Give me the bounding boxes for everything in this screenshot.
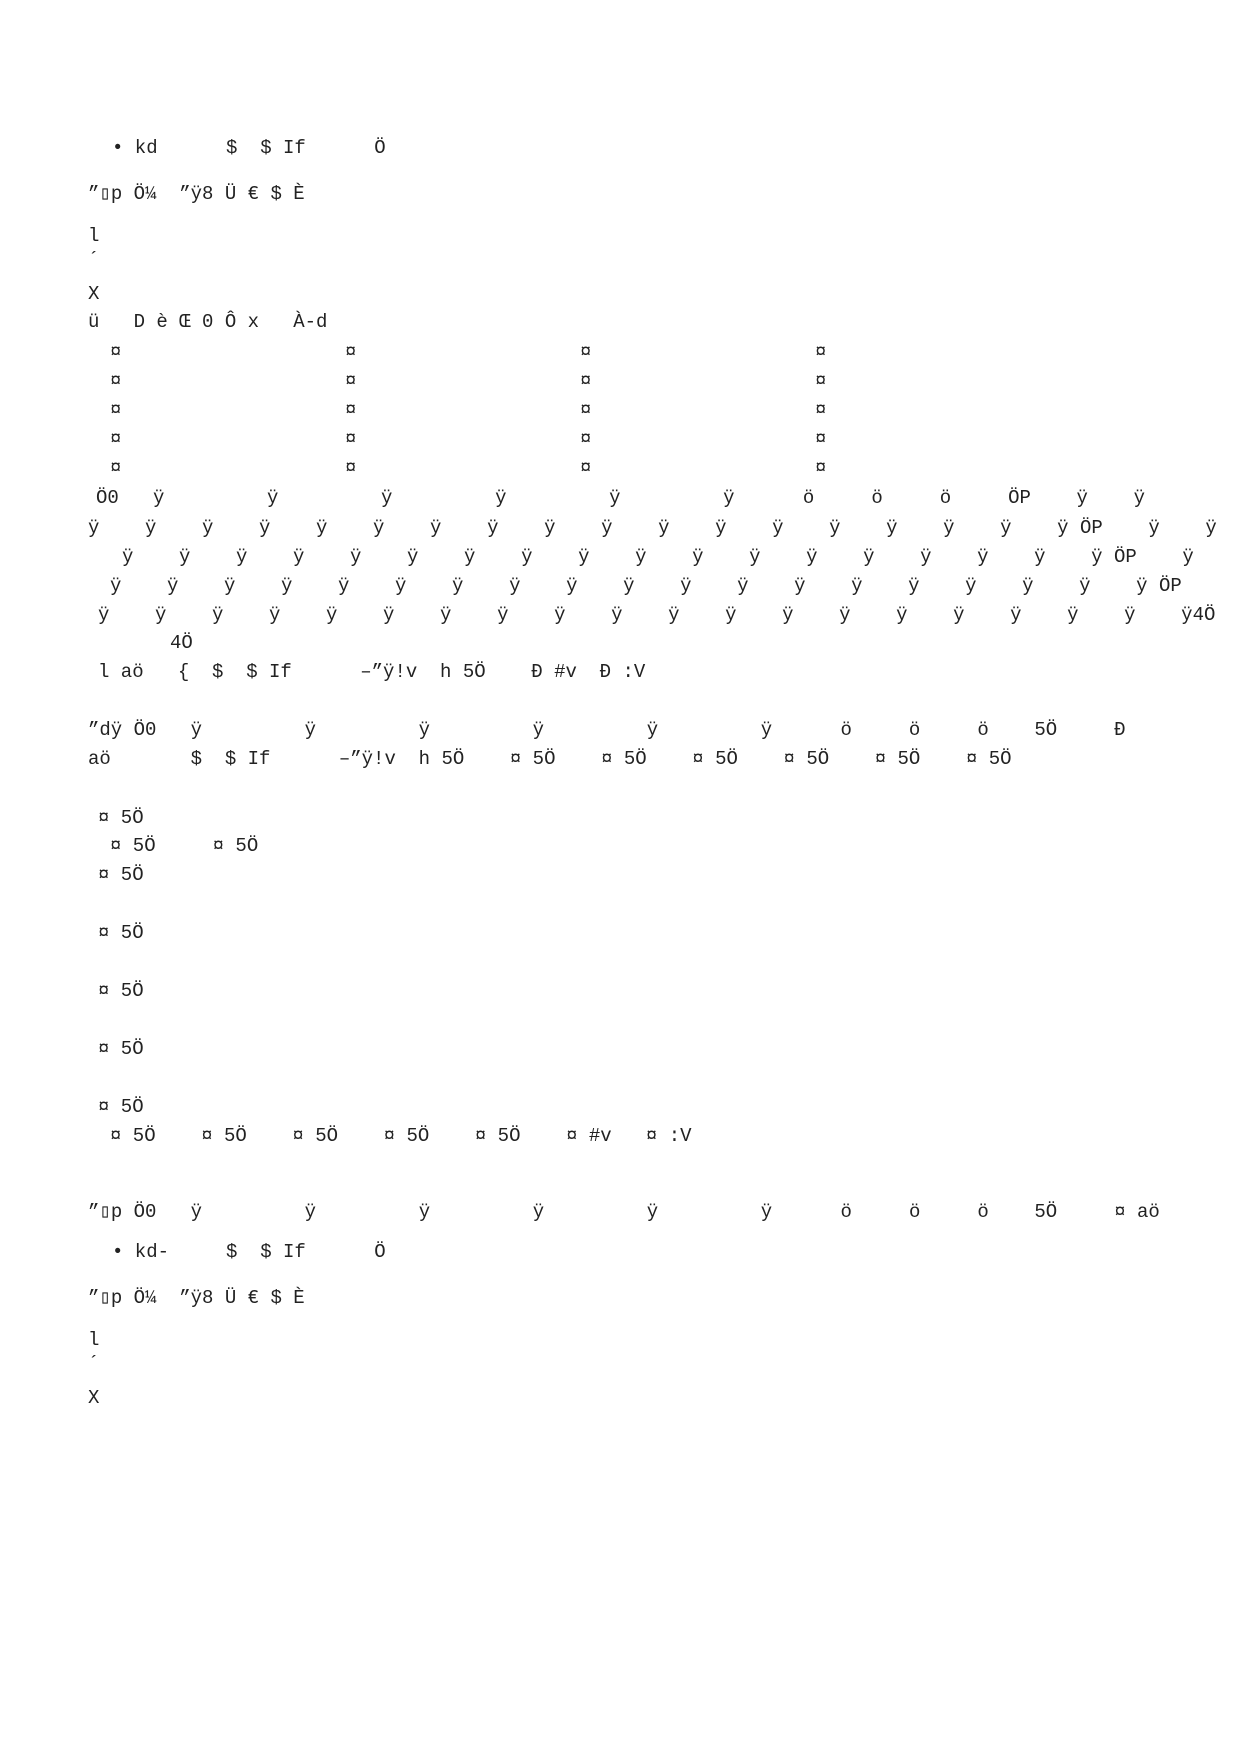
- text-line-18: ¤ 5Ö: [98, 864, 144, 886]
- text-line-7: Ö0 ÿ ÿ ÿ ÿ ÿ ÿ ö ö ö ÖP ÿ ÿ: [96, 487, 1145, 509]
- grid-cell: ¤: [110, 370, 122, 392]
- text-line-17: ¤ 5Ö ¤ 5Ö: [110, 835, 259, 857]
- text-line-1: • kd $ $ If Ö: [112, 137, 386, 159]
- text-line-22: ¤ 5Ö: [98, 1096, 144, 1118]
- grid-cell: ¤: [345, 370, 357, 392]
- grid-cell: ¤: [580, 457, 592, 479]
- text-line-28: ´: [88, 1353, 100, 1375]
- text-line-29: X: [88, 1387, 100, 1409]
- grid-cell: ¤: [110, 399, 122, 421]
- text-line-23: ¤ 5Ö ¤ 5Ö ¤ 5Ö ¤ 5Ö ¤ 5Ö ¤ #v ¤ :V: [110, 1125, 692, 1147]
- grid-cell: ¤: [815, 399, 827, 421]
- text-line-2: ”▯​p Ö¼ ”ÿ8 Ü € $ È: [88, 183, 305, 205]
- text-line-10: ÿ ÿ ÿ ÿ ÿ ÿ ÿ ÿ ÿ ÿ ÿ ÿ ÿ ÿ ÿ ÿ ÿ ÿ ÿ ÖP: [110, 575, 1182, 597]
- grid-cell: ¤: [580, 341, 592, 363]
- grid-cell: ¤: [345, 341, 357, 363]
- grid-cell: ¤: [110, 457, 122, 479]
- text-line-25: • kd- $ $ If Ö: [112, 1241, 386, 1263]
- text-line-5: X: [88, 283, 100, 305]
- text-line-12: 4Ö: [170, 632, 193, 654]
- grid-cell: ¤: [580, 399, 592, 421]
- grid-cell: ¤: [345, 399, 357, 421]
- grid-cell: ¤: [580, 370, 592, 392]
- text-line-9: ÿ ÿ ÿ ÿ ÿ ÿ ÿ ÿ ÿ ÿ ÿ ÿ ÿ ÿ ÿ ÿ ÿ ÿ ÖP ÿ: [122, 546, 1194, 568]
- text-line-3: l: [88, 225, 100, 247]
- text-line-6: ü D è Œ 0 Ô x À-d: [88, 311, 328, 333]
- text-line-21: ¤ 5Ö: [98, 1038, 144, 1060]
- text-line-4: ´: [88, 249, 100, 271]
- text-line-20: ¤ 5Ö: [98, 980, 144, 1002]
- text-line-14: ”dÿ Ö0 ÿ ÿ ÿ ÿ ÿ ÿ ö ö ö 5Ö Ð: [88, 719, 1126, 741]
- grid-cell: ¤: [345, 457, 357, 479]
- text-line-27: l: [88, 1329, 100, 1351]
- grid-cell: ¤: [815, 341, 827, 363]
- text-line-15: aö $ $ If –”ÿ!v h 5Ö ¤ 5Ö ¤ 5Ö ¤ 5Ö ¤ 5Ö ¤ 5Ö ¤ 5Ö: [88, 748, 1012, 770]
- grid-cell: ¤: [110, 428, 122, 450]
- text-line-26: ”▯​p Ö¼ ”ÿ8 Ü € $ È: [88, 1287, 305, 1309]
- text-line-24: ”▯​p Ö0 ÿ ÿ ÿ ÿ ÿ ÿ ö ö ö 5Ö ¤ aö: [88, 1201, 1160, 1223]
- text-line-8: ÿ ÿ ÿ ÿ ÿ ÿ ÿ ÿ ÿ ÿ ÿ ÿ ÿ ÿ ÿ ÿ ÿ ÿ ÖP ÿ ÿ: [88, 517, 1217, 539]
- text-line-19: ¤ 5Ö: [98, 922, 144, 944]
- grid-cell: ¤: [345, 428, 357, 450]
- grid-cell: ¤: [815, 457, 827, 479]
- text-line-16: ¤ 5Ö: [98, 807, 144, 829]
- text-line-11: ÿ ÿ ÿ ÿ ÿ ÿ ÿ ÿ ÿ ÿ ÿ ÿ ÿ ÿ ÿ ÿ ÿ ÿ ÿ ÿ4Ö: [98, 604, 1216, 626]
- grid-cell: ¤: [815, 428, 827, 450]
- grid-cell: ¤: [815, 370, 827, 392]
- text-line-13: l aö { $ $ If –”ÿ!v h 5Ö Ð #v Ð :V: [98, 661, 646, 683]
- grid-cell: ¤: [580, 428, 592, 450]
- grid-cell: ¤: [110, 341, 122, 363]
